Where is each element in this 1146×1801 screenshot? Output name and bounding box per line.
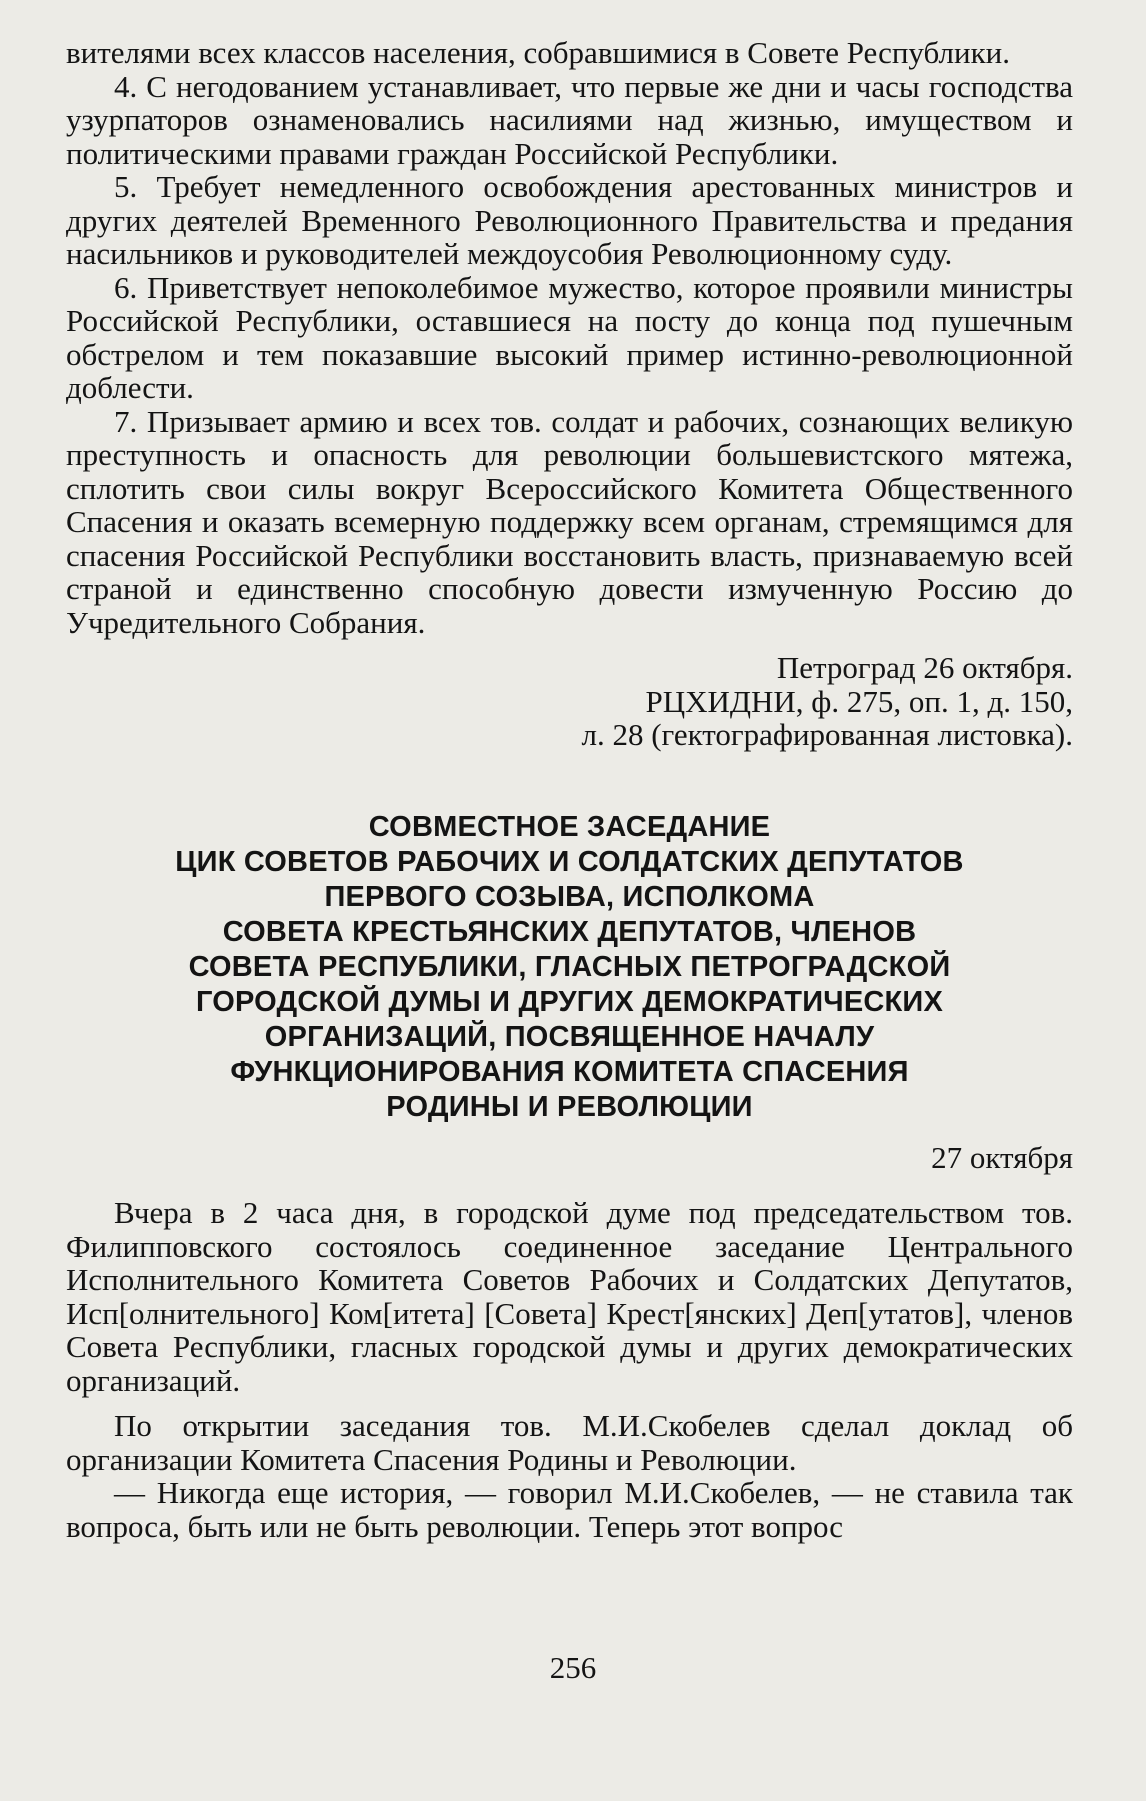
paragraph-speech: — Никогда еще история, — говорил М.И.Скобелев, — не ставила так вопроса, быть или не быть революции. Теперь этот вопрос: [66, 1475, 1073, 1544]
heading-line: ПЕРВОГО СОЗЫВА, ИСПОЛКОМА: [324, 880, 815, 913]
heading-line: РОДИНЫ И РЕВОЛЮЦИИ: [386, 1090, 753, 1123]
heading-line: СОВЕТА РЕСПУБЛИКИ, ГЛАСНЫХ ПЕТРОГРАДСКОЙ: [188, 950, 951, 983]
paragraph-report: По открытии заседания тов. М.И.Скобелев сделал доклад об организации Комитета Спасения Родины и Революции.: [66, 1408, 1073, 1477]
heading-line: ЦИК СОВЕТОВ РАБОЧИХ И СОЛДАТСКИХ ДЕПУТАТОВ: [175, 845, 964, 878]
heading-line: СОВМЕСТНОЕ ЗАСЕДАНИЕ: [368, 810, 771, 843]
paragraph-item-4: 4. С негодованием устанавливает, что первые же дни и часы господства узурпаторов ознаменовались насилиями над жизнью, имуществом и политическими правами граждан Российской Республики.: [66, 68, 1073, 171]
heading-line: ГОРОДСКОЙ ДУМЫ И ДРУГИХ ДЕМОКРАТИЧЕСКИХ: [195, 985, 944, 1018]
heading-line: СОВЕТА КРЕСТЬЯНСКИХ ДЕПУТАТОВ, ЧЛЕНОВ: [222, 915, 917, 948]
heading-line: ОРГАНИЗАЦИЙ, ПОСВЯЩЕННОЕ НАЧАЛУ: [264, 1020, 875, 1053]
paragraph-meeting: Вчера в 2 часа дня, в городской думе под председательством тов. Филипповского состоялось соединенное заседание Центрального Исполнительного Комитета Советов Рабочих и Солдатских Депутатов, Исп[олнительного] Ком[итета] [Совета] Крест[янских] Деп[утатов], членов Совета Республики, гласных городской думы и других демократических организаций.: [66, 1195, 1073, 1398]
section-heading: [66, 810, 1073, 1125]
paragraph-continuation: вителями всех классов населения, собравшимися в Совете Республики.: [66, 35, 1010, 70]
paragraph-item-7: 7. Призывает армию и всех тов. солдат и рабочих, сознающих великую преступность и опасность для революции большевистского мятежа, сплотить свои силы вокруг Всероссийского Комитета Общественного Спасения и оказать всемерную поддержку всем органам, стремящимся для спасения Российской Республики восстановить власть, признаваемую всей страной и единственно способную довести измученную Россию до Учредительного Собрания.: [66, 403, 1073, 640]
paragraph-item-6: 6. Приветствует непоколебимое мужество, которое проявили министры Российской Республики, оставшиеся на посту до конца под пушечным обстрелом и тем показавшие высокий пример истинно-революционной доблести.: [66, 269, 1073, 405]
page-number: 256: [549, 1650, 597, 1685]
place-date: Петроград 26 октября.: [776, 650, 1073, 685]
heading-line: ФУНКЦИОНИРОВАНИЯ КОМИТЕТА СПАСЕНИЯ: [230, 1055, 909, 1088]
archive-reference-line-2: л. 28 (гектографированная листовка).: [581, 717, 1073, 752]
paragraph-item-5: 5. Требует немедленного освобождения арестованных министров и других деятелей Временного Революционного Правительства и предания насильников и руководителей междоусобия Революционному суду.: [66, 169, 1073, 271]
archive-reference-line-1: РЦХИДНИ, ф. 275, оп. 1, д. 150,: [645, 683, 1073, 719]
section-date: 27 октября: [931, 1139, 1073, 1175]
